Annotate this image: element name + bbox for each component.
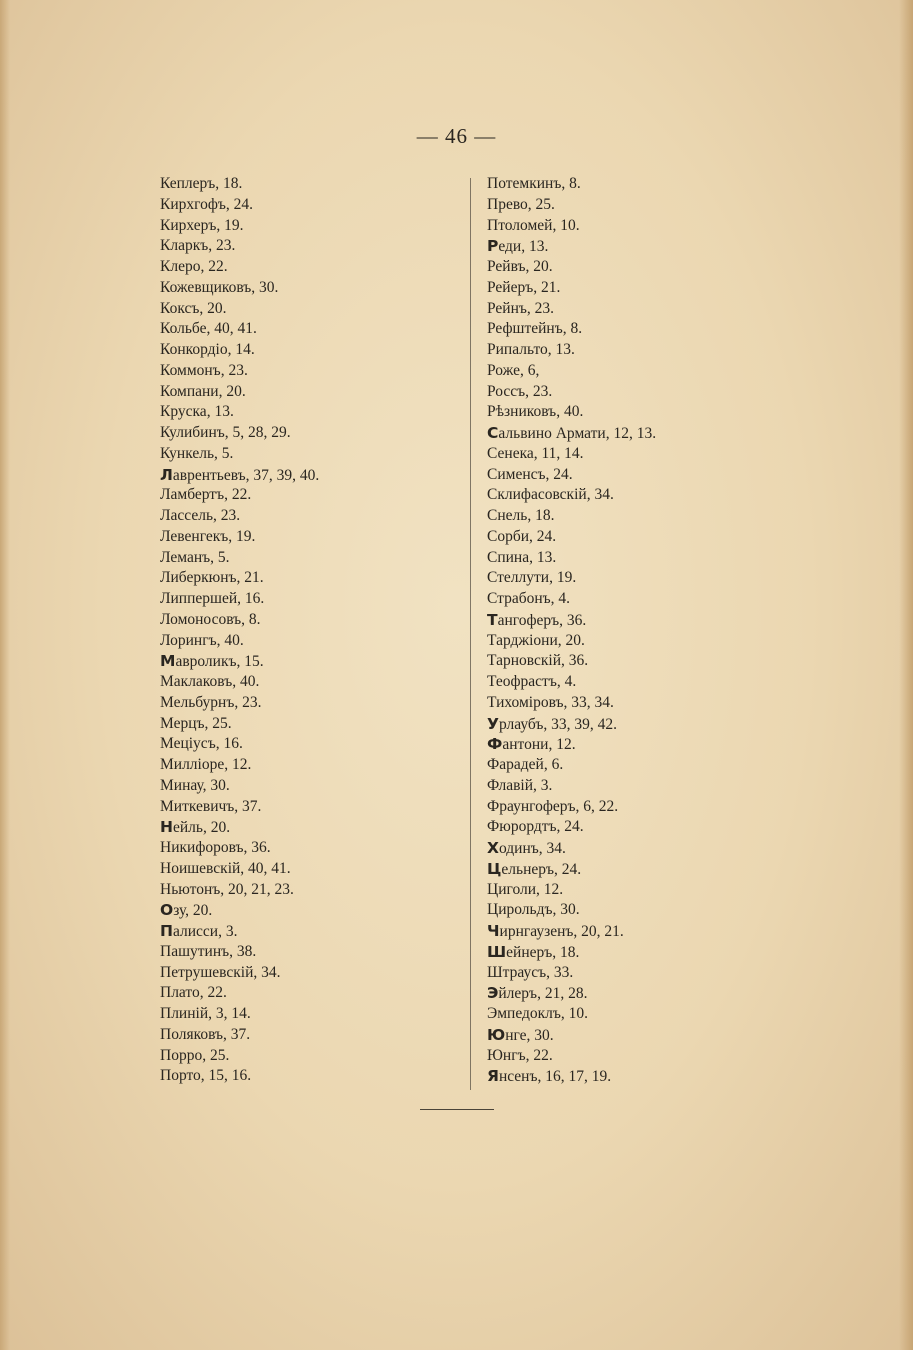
- page-edge-right: [899, 0, 913, 1350]
- index-entry: Кункель, 5.: [160, 444, 234, 462]
- index-entry: Кеплеръ, 18.: [160, 175, 243, 192]
- index-entry: Тарновскій, 36.: [487, 652, 589, 670]
- entry-rest: еди, 13.: [498, 238, 549, 256]
- index-entry: Мерцъ, 25.: [160, 714, 232, 732]
- letter-section-initial: Л: [160, 465, 173, 484]
- entry-rest: антони, 12.: [502, 736, 576, 754]
- letter-section-initial: Р: [487, 237, 499, 256]
- entry-rest: аврентьевъ, 37, 39, 40.: [172, 466, 320, 484]
- index-entry: Липпершей, 16.: [160, 590, 265, 607]
- letter-section-initial: Я: [487, 1067, 499, 1086]
- index-entry: Левенгекъ, 19.: [160, 527, 256, 545]
- index-entry: Птоломей, 10.: [487, 216, 580, 234]
- index-entry: Ньютонъ, 20, 21, 23.: [160, 880, 294, 898]
- index-entry: [487, 236, 817, 257]
- index-entry: Страбонъ, 4.: [487, 590, 571, 607]
- index-entry: Сенека, 11, 14.: [487, 444, 584, 462]
- index-entry: Меціусъ, 16.: [160, 735, 243, 753]
- index-entry: Рипальто, 13.: [487, 341, 575, 358]
- entry-rest: ельнеръ, 24.: [501, 860, 582, 878]
- index-entry: Пашутинъ, 38.: [160, 942, 257, 960]
- index-entry: Рефштейнъ, 8.: [487, 320, 583, 338]
- index-entry: Эмпедоклъ, 10.: [487, 1005, 589, 1022]
- letter-section-initial: Х: [487, 839, 499, 857]
- letter-section-initial: Ю: [487, 1025, 506, 1044]
- index-entry: [487, 983, 817, 1004]
- index-entry: Порро, 25.: [160, 1046, 230, 1064]
- index-entry: Прево, 25.: [487, 195, 555, 213]
- entry-rest: рлаубъ, 33, 39, 42.: [498, 715, 618, 733]
- index-entry: [487, 423, 817, 444]
- index-entry: Коммонъ, 23.: [160, 361, 248, 379]
- index-entry: Потемкинъ, 8.: [487, 175, 581, 192]
- index-entry: [487, 1025, 817, 1046]
- column-divider: [470, 178, 471, 1090]
- index-entry: Штраусъ, 33.: [487, 963, 574, 981]
- index-entry: [160, 921, 450, 942]
- index-entry: Сорби, 24.: [487, 527, 557, 545]
- index-entry: [160, 651, 450, 672]
- index-entry: [487, 610, 817, 631]
- index-entry: Тихоміровъ, 33, 34.: [487, 693, 614, 711]
- letter-section-initial: У: [487, 714, 499, 733]
- index-entry: [487, 1066, 817, 1087]
- index-entry: Либеркюнъ, 21.: [160, 569, 264, 587]
- entry-rest: ейнеръ, 18.: [506, 943, 580, 961]
- entry-rest: нсенъ, 16, 17, 19.: [498, 1068, 612, 1086]
- index-entry: Ноишевскій, 40, 41.: [160, 859, 291, 877]
- entry-rest: ирнгаузенъ, 20, 21.: [499, 923, 624, 940]
- index-entry: Кольбе, 40, 41.: [160, 320, 257, 338]
- index-entry: Кларкъ, 23.: [160, 237, 236, 255]
- index-entry: Рейнъ, 23.: [487, 299, 555, 317]
- index-entry: Кожевщиковъ, 30.: [160, 278, 279, 296]
- index-entry: Россъ, 23.: [487, 382, 553, 400]
- index-entry: Плиній, 3, 14.: [160, 1005, 251, 1022]
- index-entry: Юнгъ, 22.: [487, 1046, 553, 1064]
- index-entry: Спина, 13.: [487, 548, 557, 566]
- entry-rest: одинъ, 34.: [498, 840, 566, 857]
- index-entry: Конкордіо, 14.: [160, 341, 255, 358]
- index-entry: Рѣзниковъ, 40.: [487, 403, 584, 421]
- index-entry: Рейвъ, 20.: [487, 258, 553, 275]
- index-column-left: [160, 174, 450, 1087]
- letter-section-initial: Ш: [487, 942, 507, 961]
- index-entry: [160, 465, 450, 486]
- index-entry: Рейеръ, 21.: [487, 278, 561, 296]
- index-entry: [160, 817, 450, 838]
- letter-section-initial: Э: [487, 984, 499, 1003]
- index-entry: [487, 714, 817, 735]
- index-entry: Плато, 22.: [160, 984, 227, 1002]
- index-entry: [487, 859, 817, 880]
- index-entry: Склифасовскій, 34.: [487, 486, 614, 504]
- index-entry: Миткевичъ, 37.: [160, 797, 262, 815]
- index-entry: Минау, 30.: [160, 776, 230, 794]
- index-entry: [487, 921, 817, 942]
- page-edge-left: [0, 0, 10, 1350]
- entry-rest: ейль, 20.: [172, 819, 231, 837]
- index-entry: Цирольдъ, 30.: [487, 901, 580, 919]
- index-entry: Тарджіони, 20.: [487, 631, 585, 649]
- index-entry: Лассель, 23.: [160, 507, 241, 524]
- index-entry: Круска, 13.: [160, 403, 234, 421]
- entry-rest: алисси, 3.: [172, 923, 238, 940]
- index-entry: Теофрастъ, 4.: [487, 673, 577, 690]
- letter-section-initial: П: [160, 922, 173, 940]
- entry-rest: альвино Армати, 12, 13.: [498, 425, 657, 442]
- index-entry: Роже, 6,: [487, 361, 540, 379]
- index-entry: Клеро, 22.: [160, 258, 228, 275]
- index-entry: Коксъ, 20.: [160, 299, 227, 317]
- letter-section-initial: М: [160, 652, 176, 671]
- index-entry: Снель, 18.: [487, 507, 555, 524]
- entry-rest: авроликъ, 15.: [175, 653, 264, 671]
- index-entry: [487, 838, 817, 859]
- index-entry: Сименсъ, 24.: [487, 465, 573, 483]
- entry-rest: зу, 20.: [173, 902, 213, 920]
- entry-rest: ангоферъ, 36.: [497, 611, 587, 629]
- letter-section-initial: Т: [487, 610, 498, 629]
- end-rule: [420, 1109, 494, 1110]
- index-entry: Циголи, 12.: [487, 880, 564, 898]
- index-entry: Поляковъ, 37.: [160, 1025, 251, 1043]
- index-entry: Милліоре, 12.: [160, 756, 252, 773]
- index-entry: Компани, 20.: [160, 382, 246, 400]
- index-entry: Никифоровъ, 36.: [160, 839, 271, 856]
- letter-section-initial: Ч: [487, 922, 500, 940]
- index-entry: Стеллути, 19.: [487, 569, 577, 587]
- index-entry: Фарадей, 6.: [487, 756, 564, 773]
- page-number: — 46 —: [416, 124, 497, 148]
- letter-section-initial: Ф: [487, 735, 503, 754]
- index-entry: Кулибинъ, 5, 28, 29.: [160, 424, 291, 441]
- index-entry: Ламбертъ, 22.: [160, 486, 252, 504]
- letter-section-initial: О: [160, 901, 174, 920]
- index-column-right: [487, 174, 817, 1087]
- index-entry: [160, 900, 450, 921]
- entry-rest: нге, 30.: [505, 1026, 554, 1044]
- index-entry: Фраунгоферъ, 6, 22.: [487, 797, 619, 815]
- index-entry: [487, 734, 817, 755]
- index-entry: Мельбурнъ, 23.: [160, 693, 262, 711]
- index-entry: Ломоносовъ, 8.: [160, 610, 261, 628]
- letter-section-initial: Ц: [487, 859, 502, 878]
- index-entry: Леманъ, 5.: [160, 548, 230, 566]
- index-entry: Флавій, 3.: [487, 776, 553, 794]
- index-entry: Фюрордтъ, 24.: [487, 818, 584, 836]
- index-entry: [487, 942, 817, 963]
- index-entry: Кирхеръ, 19.: [160, 216, 244, 234]
- index-entry: Лорингъ, 40.: [160, 631, 244, 649]
- letter-section-initial: С: [487, 424, 499, 442]
- letter-section-initial: Н: [160, 818, 173, 837]
- index-entry: Кирхгофъ, 24.: [160, 195, 254, 213]
- entry-rest: йлеръ, 21, 28.: [498, 985, 588, 1003]
- index-entry: Петрушевскій, 34.: [160, 963, 281, 981]
- index-entry: Порто, 15, 16.: [160, 1067, 252, 1085]
- index-entry: Маклаковъ, 40.: [160, 673, 260, 690]
